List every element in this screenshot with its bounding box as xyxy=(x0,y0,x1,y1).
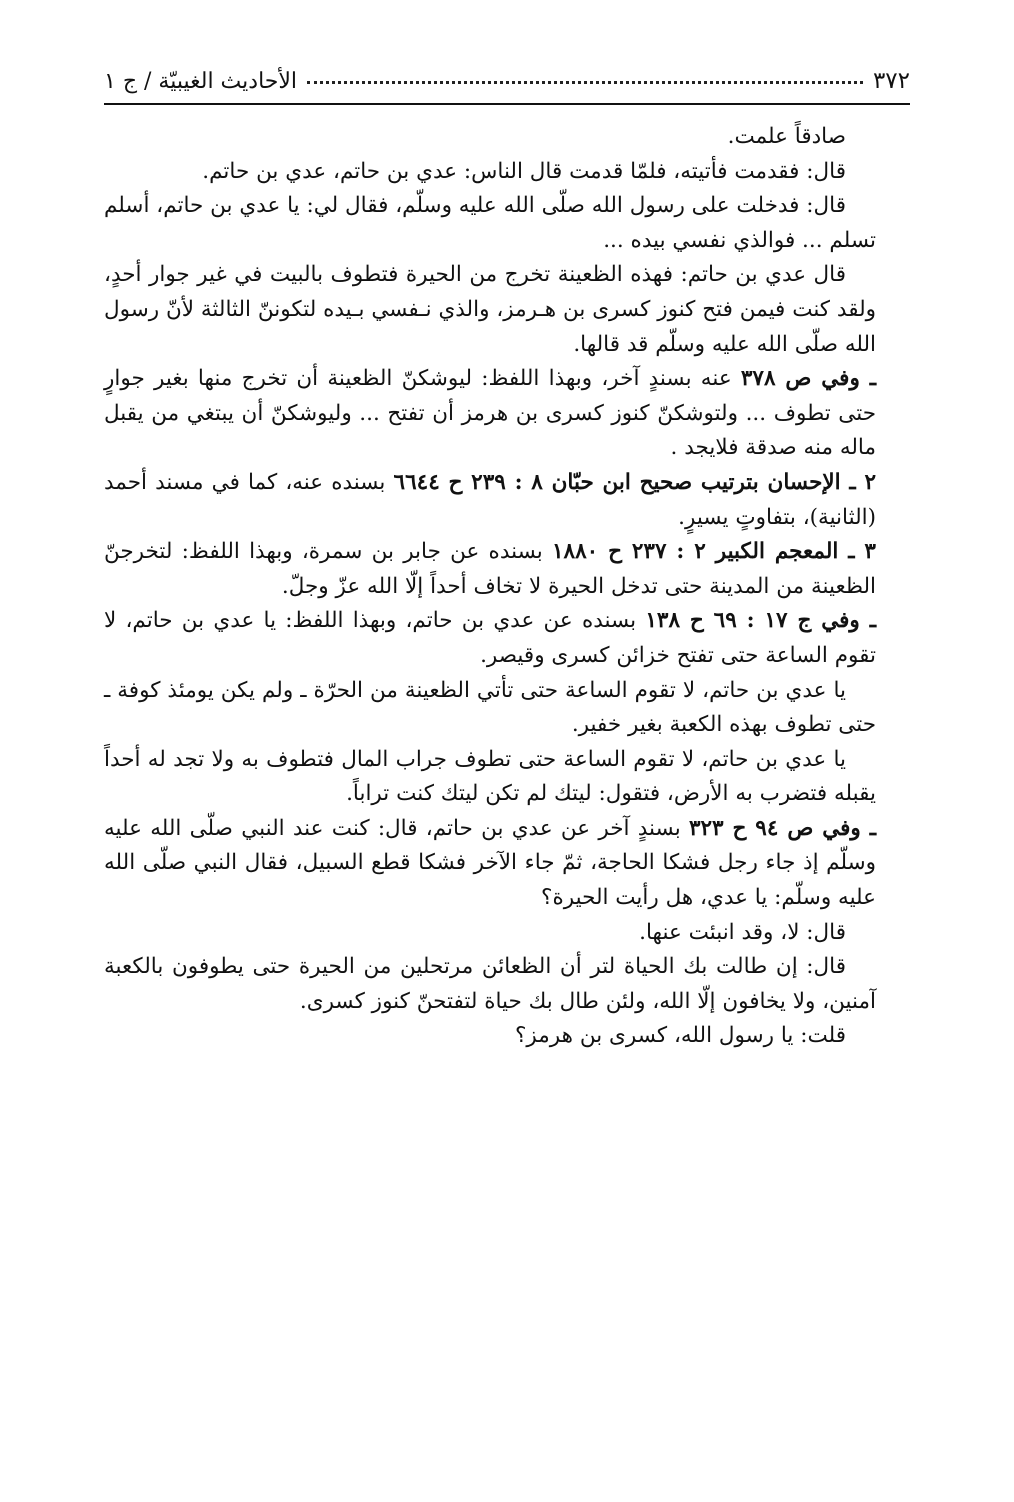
running-title: الأحاديث الغيبيّة / ج ١ xyxy=(104,69,298,94)
paragraph-1: صادقاً علمت. xyxy=(727,124,846,149)
source-citation: ٢ ـ الإحسان بترتيب صحيح ابن حبّان ٨ : ٢٣٩ ح ٦٦٤٤ xyxy=(393,469,876,495)
source-item-3: ٣ ـ المعجم الكبير ٢ : ٢٣٧ ح ١٨٨٠ بسنده عن جابر بن سمرة، وبهذا اللفظ: لتخرجنّ الظعينة من المدينة حتى تدخل الحيرة لا تخاف أحداً إلّا الله عزّ وجلّ. xyxy=(104,539,876,599)
paragraph-2: قال: فقدمت فأتيته، فلمّا قدمت قال الناس: عدي بن حاتم، عدي بن حاتم. xyxy=(202,158,846,184)
source-item-2: ٢ ـ الإحسان بترتيب صحيح ابن حبّان ٨ : ٢٣٩ ح ٦٦٤٤ بسنده عنه، كما في مسند أحمد (الثانية)، بتفاوتٍ يسيرٍ. xyxy=(104,469,876,530)
header-rule xyxy=(104,103,910,105)
reference-label: ـ وفي ج ١٧ : ٦٩ ح ١٣٨ xyxy=(645,608,876,634)
paragraph-8: ـ وفي ج ١٧ : ٦٩ ح ١٣٨ بسنده عن عدي بن حاتم، وبهذا اللفظ: يا عدي بن حاتم، لا تقوم الساعة حتى تفتح خزائن كسرى وقيصر. xyxy=(104,608,876,668)
paragraph-11: ـ وفي ص ٩٤ ح ٣٢٣ بسندٍ آخر عن عدي بن حاتم، قال: كنت عند النبي صلّى الله عليه وسلّم إذ جاء رجل فشكا الحاجة، ثمّ جاء الآخر فشكا قطع السبيل، فقال النبي صلّى الله عليه وسلّم: يا عدي، هل رأيت الحيرة؟ xyxy=(104,815,876,911)
paragraph-14: قلت: يا رسول الله، كسرى بن هرمز؟ xyxy=(515,1023,846,1049)
reference-label: ـ وفي ص ٣٧٨ xyxy=(740,366,877,392)
paragraph-12: قال: لا، وقد انبئت عنها. xyxy=(639,919,846,945)
reference-label: ـ وفي ص ٩٤ ح ٣٢٣ xyxy=(688,815,876,841)
running-header xyxy=(104,50,910,94)
paragraph-10: يا عدي بن حاتم، لا تقوم الساعة حتى تطوف جراب المال فتطوف به ولا تجد له أحداً يقبله فتضرب به الأرض، فتقول: ليتك لم تكن ليتك كنت تراباً. xyxy=(104,746,876,807)
body-text xyxy=(104,120,876,1054)
source-citation: ٣ ـ المعجم الكبير ٢ : ٢٣٧ ح ١٨٨٠ xyxy=(552,539,876,565)
page-number: ٣٧٢ xyxy=(872,68,910,94)
paragraph-3: قال: فدخلت على رسول الله صلّى الله عليه وسلّم، فقال لي: يا عدي بن حاتم، أسلم تسلم ... فوالذي نفسي بيده ... xyxy=(104,193,876,253)
paragraph-9: يا عدي بن حاتم، لا تقوم الساعة حتى تأتي الظعينة من الحرّة ـ ولم يكن يومئذ كوفة ـ حتى تطوف بهذه الكعبة بغير خفير. xyxy=(104,677,876,738)
paragraph-4: قال عدي بن حاتم: فهذه الظعينة تخرج من الحيرة فتطوف بالبيت في غير جوار أحدٍ، ولقد كنت فيمن فتح كنوز كسرى بن هـرمز، والذي نـفسي بـيده لتكوننّ الثالثة لأنّ رسول الله صلّى الله عليه وسلّم قد قالها. xyxy=(104,262,876,357)
paragraph-5: ـ وفي ص ٣٧٨ عنه بسندٍ آخر، وبهذا اللفظ: ليوشكنّ الظعينة أن تخرج منها بغير جوارٍ حتى تطوف ... ولتوشكنّ كنوز كسرى بن هرمز أن تفتح ... وليوشكنّ أن يبتغي من يقبل ماله منه صدقة فلايجد . xyxy=(104,366,877,461)
paragraph-13: قال: إن طالت بك الحياة لتر أن الظعائن مرتحلين من الحيرة حتى يطوفون بالكعبة آمنين، ولا يخافون إلّا الله، ولئن طال بك حياة لتفتحنّ كنوز كسرى. xyxy=(104,954,876,1014)
leader-dots xyxy=(307,80,863,84)
